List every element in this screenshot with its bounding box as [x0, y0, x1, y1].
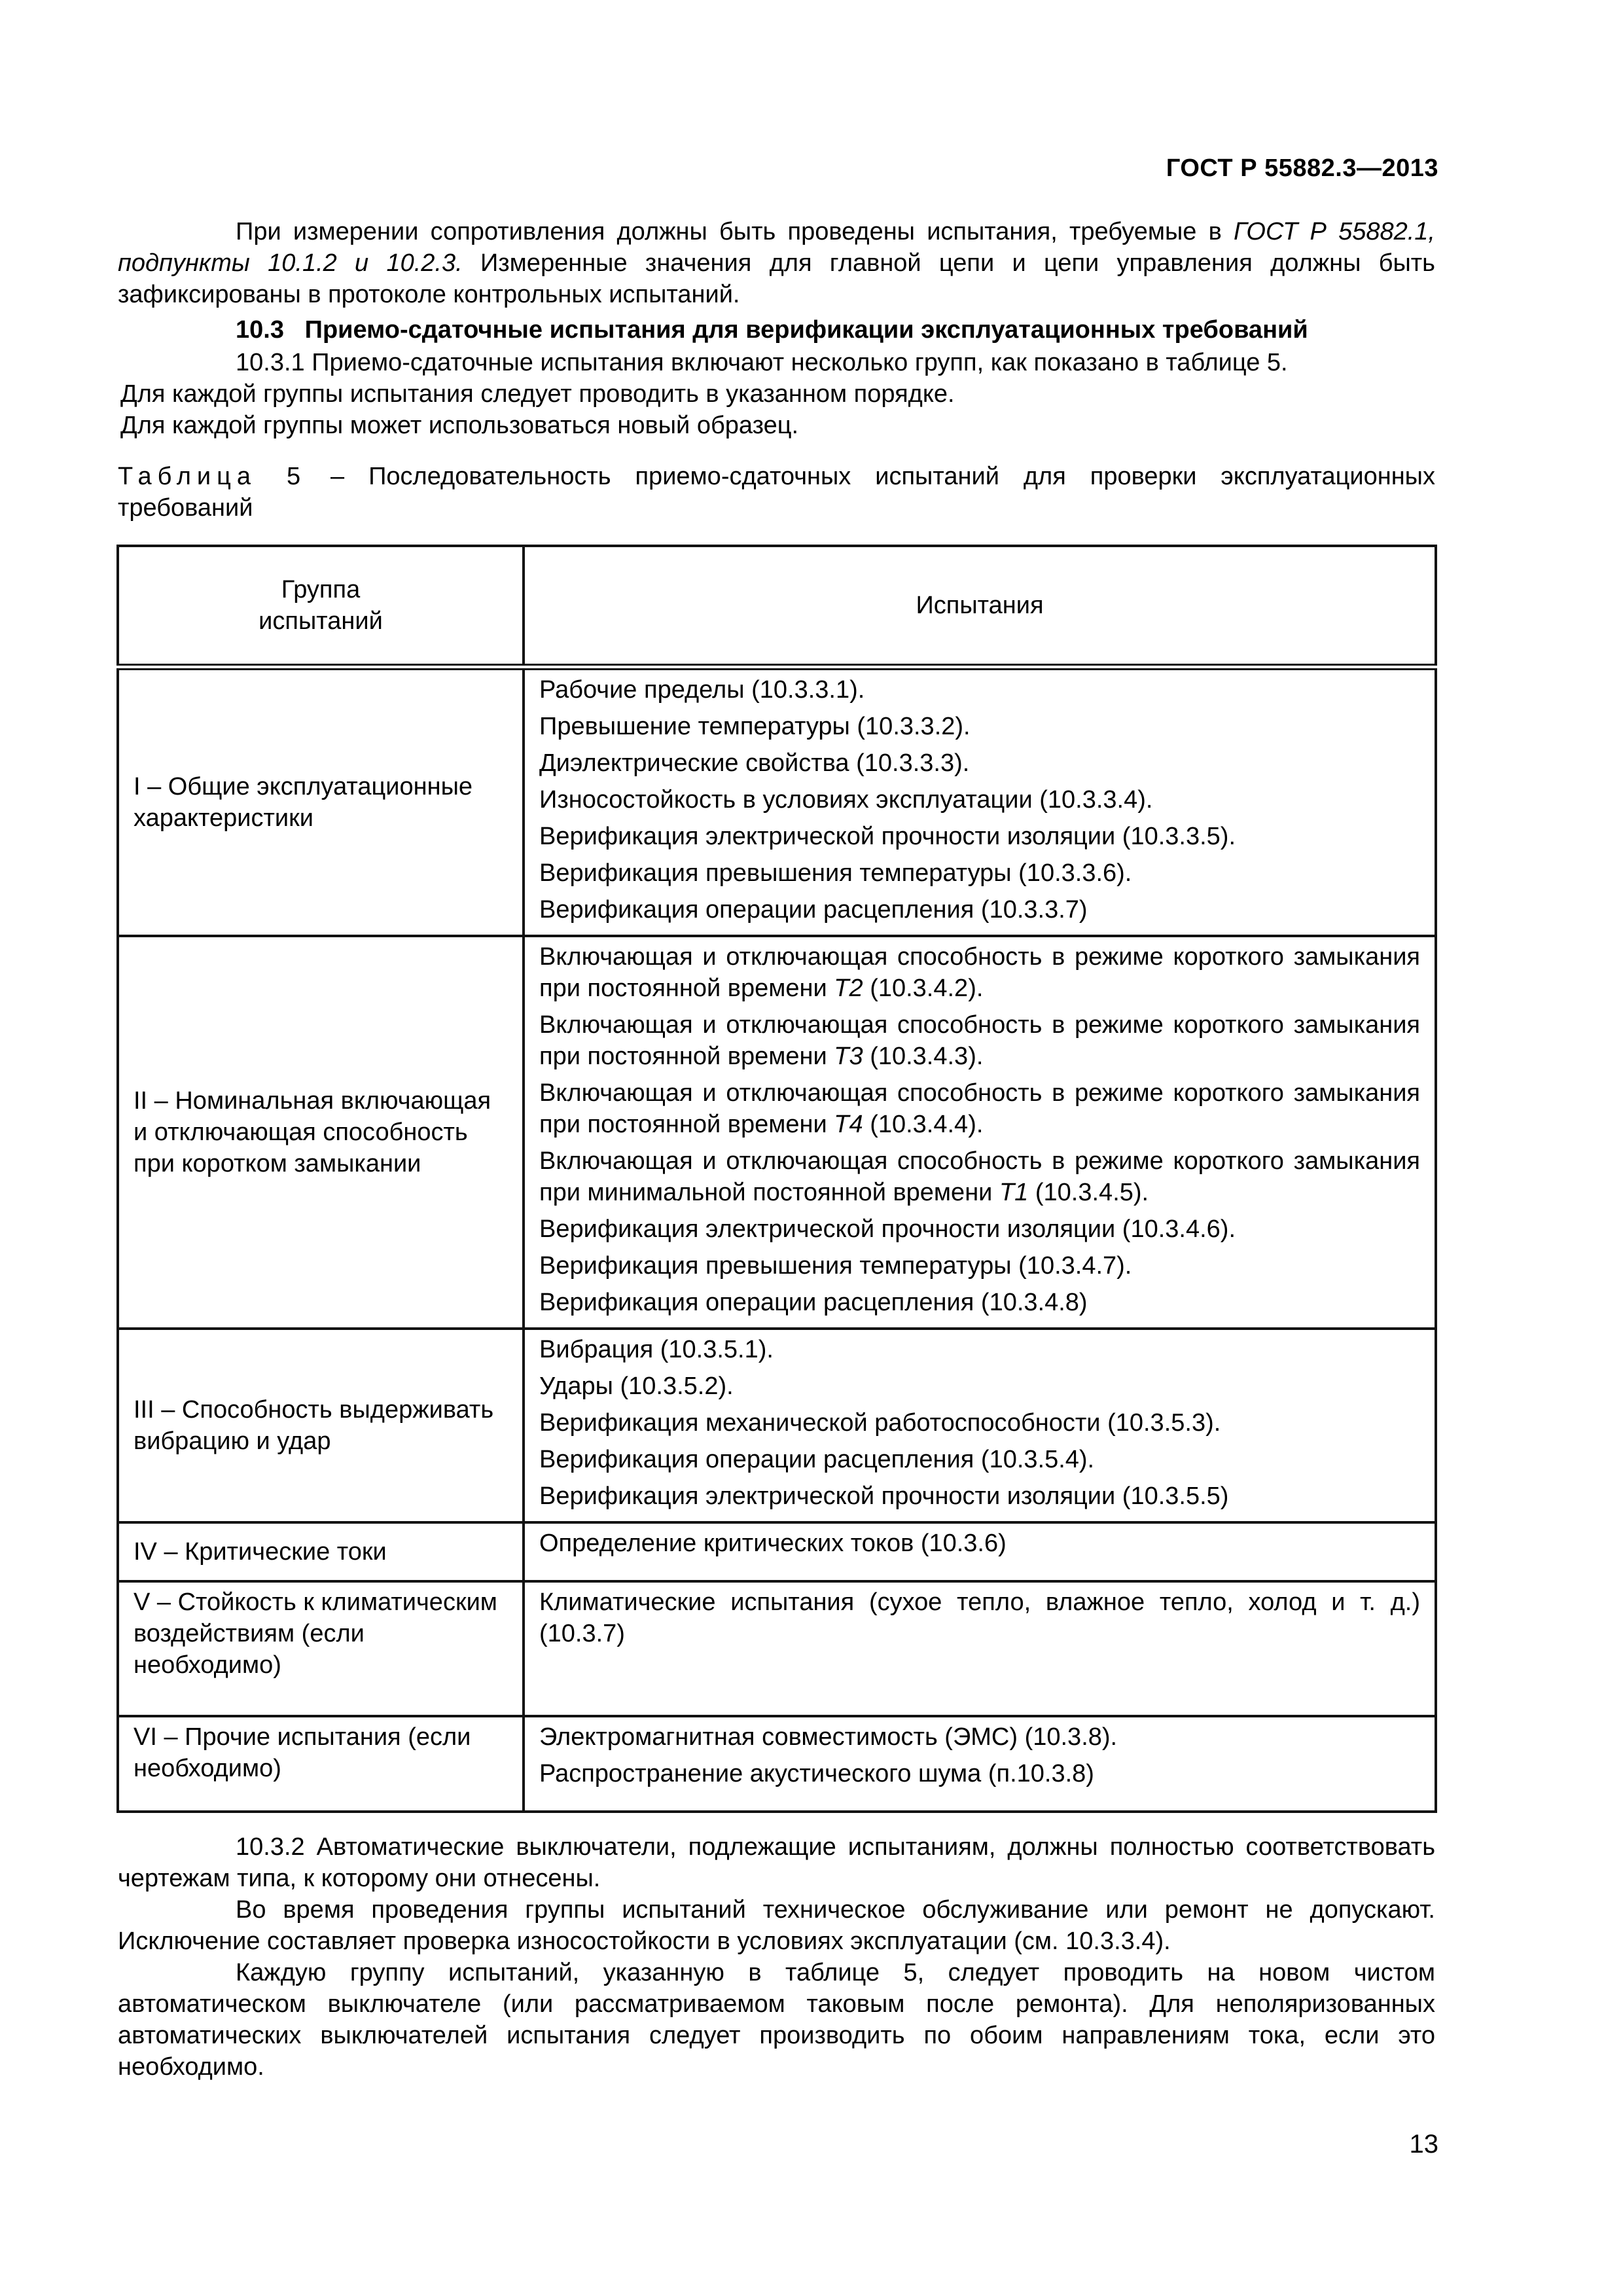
test-item: Верификация операции расцепления (10.3.3.7) [539, 896, 1088, 924]
test-clause: (10.3.4.2). [863, 975, 984, 1002]
table-row [118, 936, 1436, 1329]
test-item [539, 941, 1420, 1004]
test-text: Включающая и отключающая способность в режиме короткого замыкания при постоянной времени [539, 1011, 1420, 1070]
section-number: 10.3 [236, 316, 284, 344]
group-cell: V – Стойкость к климатическим воздействиям (если необходимо) [118, 1581, 524, 1716]
header-tests: Испытания [524, 546, 1436, 667]
section-title: Приемо-сдаточные испытания для верификации эксплуатационных требований [304, 316, 1308, 344]
test-text: Включающая и отключающая способность в режиме короткого замыкания при постоянной времени [539, 1079, 1420, 1138]
group-cell: VI – Прочие испытания (если необходимо) [118, 1716, 524, 1812]
tests-cell [524, 1329, 1436, 1522]
test-item [539, 1077, 1420, 1140]
intro-text-before: При измерении сопротивления должны быть проведены испытания, требуемые в [236, 218, 1234, 245]
test-item: Рабочие пределы (10.3.3.1). [539, 676, 865, 704]
intro-text-after: Измеренные значения для главной цепи и цепи управления должны быть зафиксированы в протоколе контрольных испытаний. [118, 249, 1435, 308]
tests-cell [524, 1581, 1436, 1716]
test-item: Верификация механической работоспособности (10.3.5.3). [539, 1409, 1221, 1437]
test-clause: (10.3.4.4). [863, 1111, 984, 1138]
table-row [118, 1716, 1436, 1812]
test-item: Превышение температуры (10.3.3.2). [539, 713, 971, 740]
time-constant: T1 [999, 1179, 1029, 1206]
test-item: Верификация электрической прочности изоляции (10.3.5.5) [539, 1482, 1229, 1510]
group-cell: II – Номинальная включающая и отключающая способность при коротком замыкании [118, 936, 524, 1329]
group-cell: IV – Критические токи [118, 1522, 524, 1581]
test-item [539, 1009, 1420, 1072]
test-item: Верификация электрической прочности изоляции (10.3.4.6). [539, 1215, 1236, 1243]
table-row [118, 667, 1436, 936]
intro-paragraph [118, 216, 1435, 310]
test-clause: (10.3.4.5). [1028, 1179, 1149, 1206]
time-constant: T2 [834, 975, 863, 1002]
tests-cell [524, 1716, 1436, 1812]
test-item: Износостойкость в условиях эксплуатации (10.3.3.4). [539, 786, 1153, 814]
tests-cell [524, 936, 1436, 1329]
table-caption [118, 461, 1435, 524]
section-heading [118, 314, 1435, 346]
tests-table [116, 545, 1437, 1813]
group-cell: III – Способность выдерживать вибрацию и удар [118, 1329, 524, 1522]
test-item: Верификация превышения температуры (10.3.3.6). [539, 859, 1132, 887]
section-paragraph-1: 10.3.1 Приемо-сдаточные испытания включают несколько групп, как показано в таблице 5. [236, 349, 1288, 376]
paragraph-new-breaker: Каждую группу испытаний, указанную в таблице 5, следует проводить на новом чистом автоматическом выключателе (или рассматриваемом таковым после ремонта). Для неполяризованных автоматических выключателей испытания следует производить по обоим направлениям тока, если это необходимо. [118, 1959, 1435, 2081]
paragraph-10-3-2: 10.3.2 Автоматические выключатели, подлежащие испытаниям, должны полностью соответствовать чертежам типа, к которому они отнесены. [118, 1833, 1435, 1892]
test-item: Верификация электрической прочности изоляции (10.3.3.5). [539, 823, 1236, 850]
test-item: Диэлектрические свойства (10.3.3.3). [539, 749, 970, 777]
standard-number-header: ГОСТ Р 55882.3—2013 [1166, 154, 1438, 182]
table-caption-text: – Последовательность приемо-сдаточных испытаний для проверки эксплуатационных требований [118, 463, 1435, 522]
test-clause: (10.3.4.3). [863, 1043, 984, 1070]
section-paragraph-3: Для каждой группы может использоваться новый образец. [120, 412, 799, 439]
test-item: Верификация операции расцепления (10.3.5.4). [539, 1446, 1095, 1473]
tests-cell [524, 667, 1436, 936]
test-item: Климатические испытания (сухое тепло, влажное тепло, холод и т. д.) (10.3.7) [539, 1588, 1420, 1647]
table-body [118, 667, 1436, 1812]
table-label: Таблица 5 [118, 463, 307, 490]
test-item: Верификация превышения температуры (10.3.4.7). [539, 1252, 1132, 1280]
table-row [118, 1581, 1436, 1716]
test-item: Распространение акустического шума (п.10.3.8) [539, 1760, 1094, 1787]
group-cell: I – Общие эксплуатационные характеристики [118, 667, 524, 936]
tests-cell [524, 1522, 1436, 1581]
table-header-row [118, 546, 1436, 667]
test-item: Электромагнитная совместимость (ЭМС) (10.3.8). [539, 1723, 1118, 1751]
test-item: Удары (10.3.5.2). [539, 1372, 734, 1400]
time-constant: T4 [834, 1111, 863, 1138]
test-item [539, 1145, 1420, 1208]
table-row [118, 1329, 1436, 1522]
test-text: Включающая и отключающая способность в режиме короткого замыкания при постоянной времени [539, 943, 1420, 1002]
test-item: Определение критических токов (10.3.6) [539, 1530, 1007, 1557]
intro-reference: ГОСТ Р 55882.1, подпункты 10.1.2 и 10.2.3. [118, 218, 1435, 277]
test-text: Включающая и отключающая способность в режиме короткого замыкания при минимальной постоянной времени [539, 1147, 1420, 1206]
section-paragraph-2: Для каждой группы испытания следует проводить в указанном порядке. [120, 380, 955, 408]
time-constant: T3 [834, 1043, 863, 1070]
header-group: Группа испытаний [118, 546, 524, 667]
page-number: 13 [1409, 2130, 1438, 2159]
table-row [118, 1522, 1436, 1581]
test-item: Верификация операции расцепления (10.3.4.8) [539, 1289, 1088, 1316]
paragraph-maintenance: Во время проведения группы испытаний техническое обслуживание или ремонт не допускают. Исключение составляет проверка износостойкости в условиях эксплуатации (см. 10.3.3.4). [118, 1896, 1435, 1955]
test-item: Вибрация (10.3.5.1). [539, 1336, 774, 1363]
